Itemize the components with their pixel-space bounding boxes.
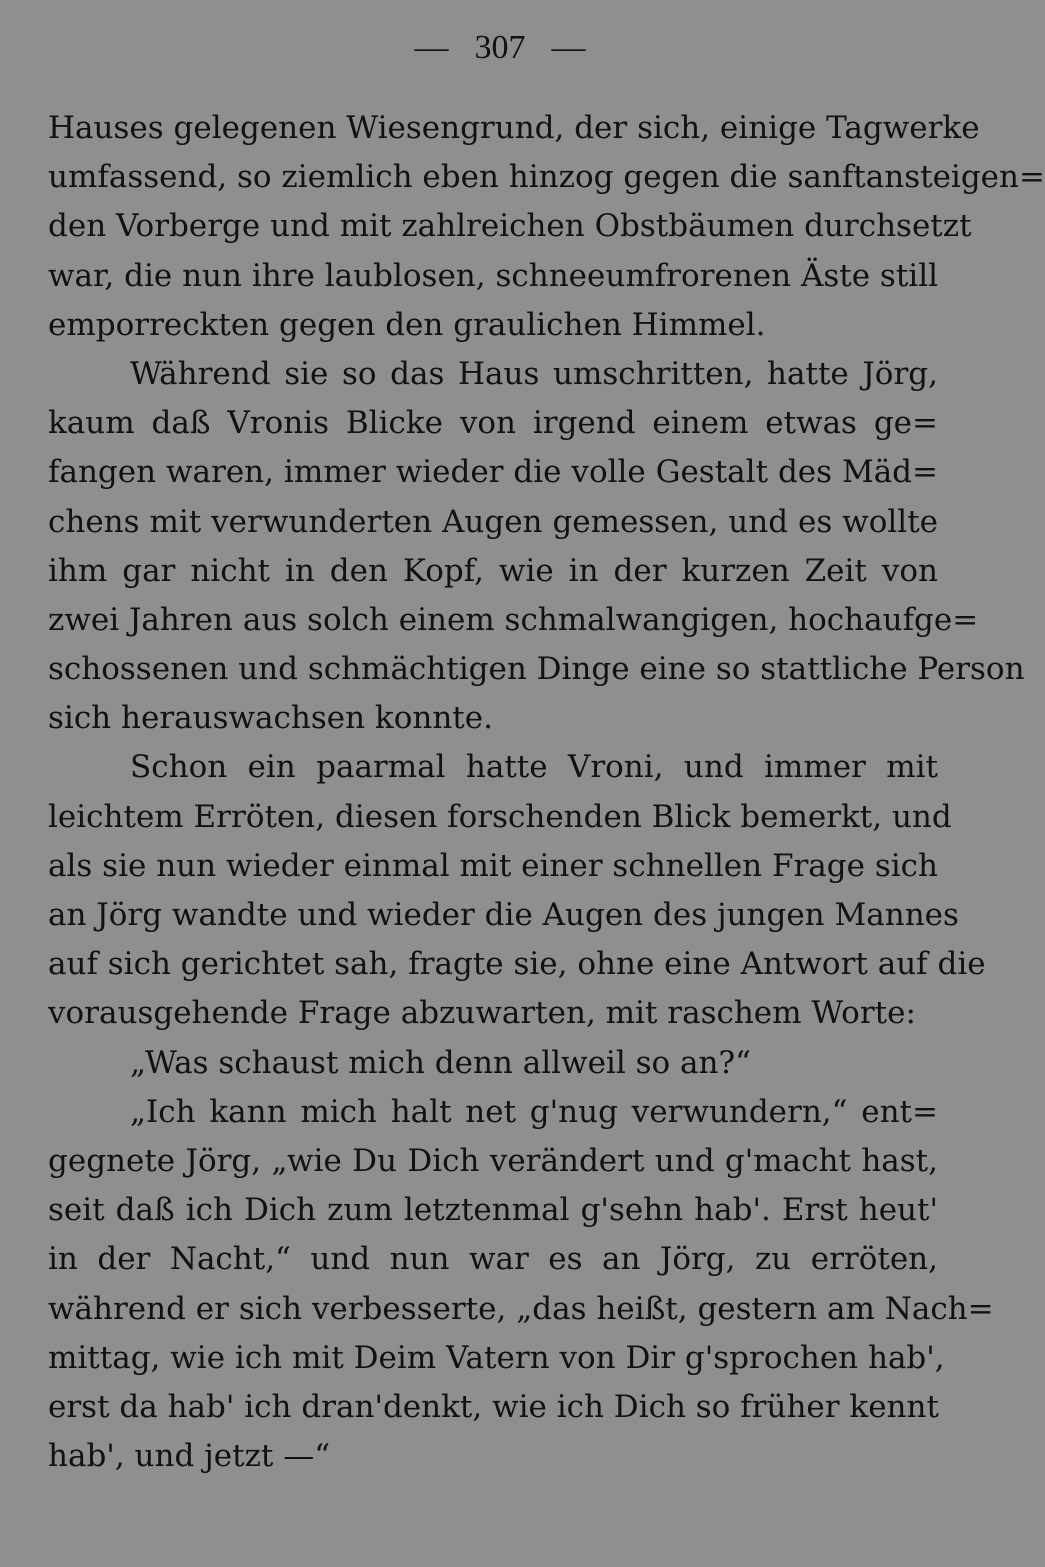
page-header	[0, 22, 1000, 74]
header-dash-left: —	[414, 29, 449, 66]
text-line: sich herauswachsen konnte.	[48, 700, 493, 737]
header-dash-right: —	[551, 29, 586, 66]
text-line: zwei Jahren aus solch einem schmalwangigen, hochaufge=	[48, 601, 979, 638]
text-line: schossenen und schmächtigen Dinge eine so stattliche Person	[48, 651, 1025, 688]
text-line: war, die nun ihre laublosen, schneeumfrorenen Äste still	[48, 257, 939, 294]
text-line: kaum daß Vronis Blicke von irgend einem etwas ge=	[48, 405, 938, 442]
text-line: umfassend, so ziemlich eben hinzog gegen die sanftansteigen=	[48, 159, 1045, 196]
text-line: den Vorberge und mit zahlreichen Obstbäumen durchsetzt	[48, 208, 972, 245]
text-line: als sie nun wieder einmal mit einer schnellen Frage sich	[48, 847, 938, 884]
text-line: Schon ein paarmal hatte Vroni, und immer mit	[130, 749, 938, 786]
text-line: fangen waren, immer wieder die volle Gestalt des Mäd=	[48, 454, 938, 491]
text-line: chens mit verwunderten Augen gemessen, und es wollte	[48, 503, 938, 540]
text-line: während er sich verbesserte, „das heißt, gestern am Nach=	[48, 1290, 994, 1327]
text-line: auf sich gerichtet sah, fragte sie, ohne eine Antwort auf die	[48, 946, 986, 983]
text-line: seit daß ich Dich zum letztenmal g'sehn hab'. Erst heut'	[48, 1192, 938, 1229]
page-number: 307	[474, 29, 526, 66]
text-line: Während sie so das Haus umschritten, hatte Jörg,	[130, 355, 938, 392]
text-line: an Jörg wandte und wieder die Augen des jungen Mannes	[48, 897, 959, 933]
text-line: ihm gar nicht in den Kopf, wie in der kurzen Zeit von	[48, 552, 938, 589]
text-line: hab', und jetzt —“	[48, 1438, 331, 1475]
text-line: vorausgehende Frage abzuwarten, mit raschem Worte:	[48, 995, 916, 1032]
text-line: leichtem Erröten, diesen forschenden Blick bemerkt, und	[48, 798, 952, 835]
text-line: erst da hab' ich dran'denkt, wie ich Dich so früher kennt	[48, 1388, 939, 1425]
text-line: in der Nacht,“ und nun war es an Jörg, zu erröten,	[48, 1241, 938, 1278]
body-text	[48, 104, 1045, 1481]
text-line: mittag, wie ich mit Deim Vatern von Dir g'sprochen hab',	[48, 1339, 945, 1376]
text-line: Hauses gelegenen Wiesengrund, der sich, einige Tagwerke	[48, 110, 980, 146]
text-line: „Ich kann mich halt net g'nug verwundern,“ ent=	[130, 1093, 938, 1130]
text-line: „Was schaust mich denn allweil so an?“	[130, 1044, 751, 1081]
text-line: emporreckten gegen den graulichen Himmel.	[48, 306, 766, 343]
text-line: gegnete Jörg, „wie Du Dich verändert und g'macht hast,	[48, 1142, 938, 1179]
